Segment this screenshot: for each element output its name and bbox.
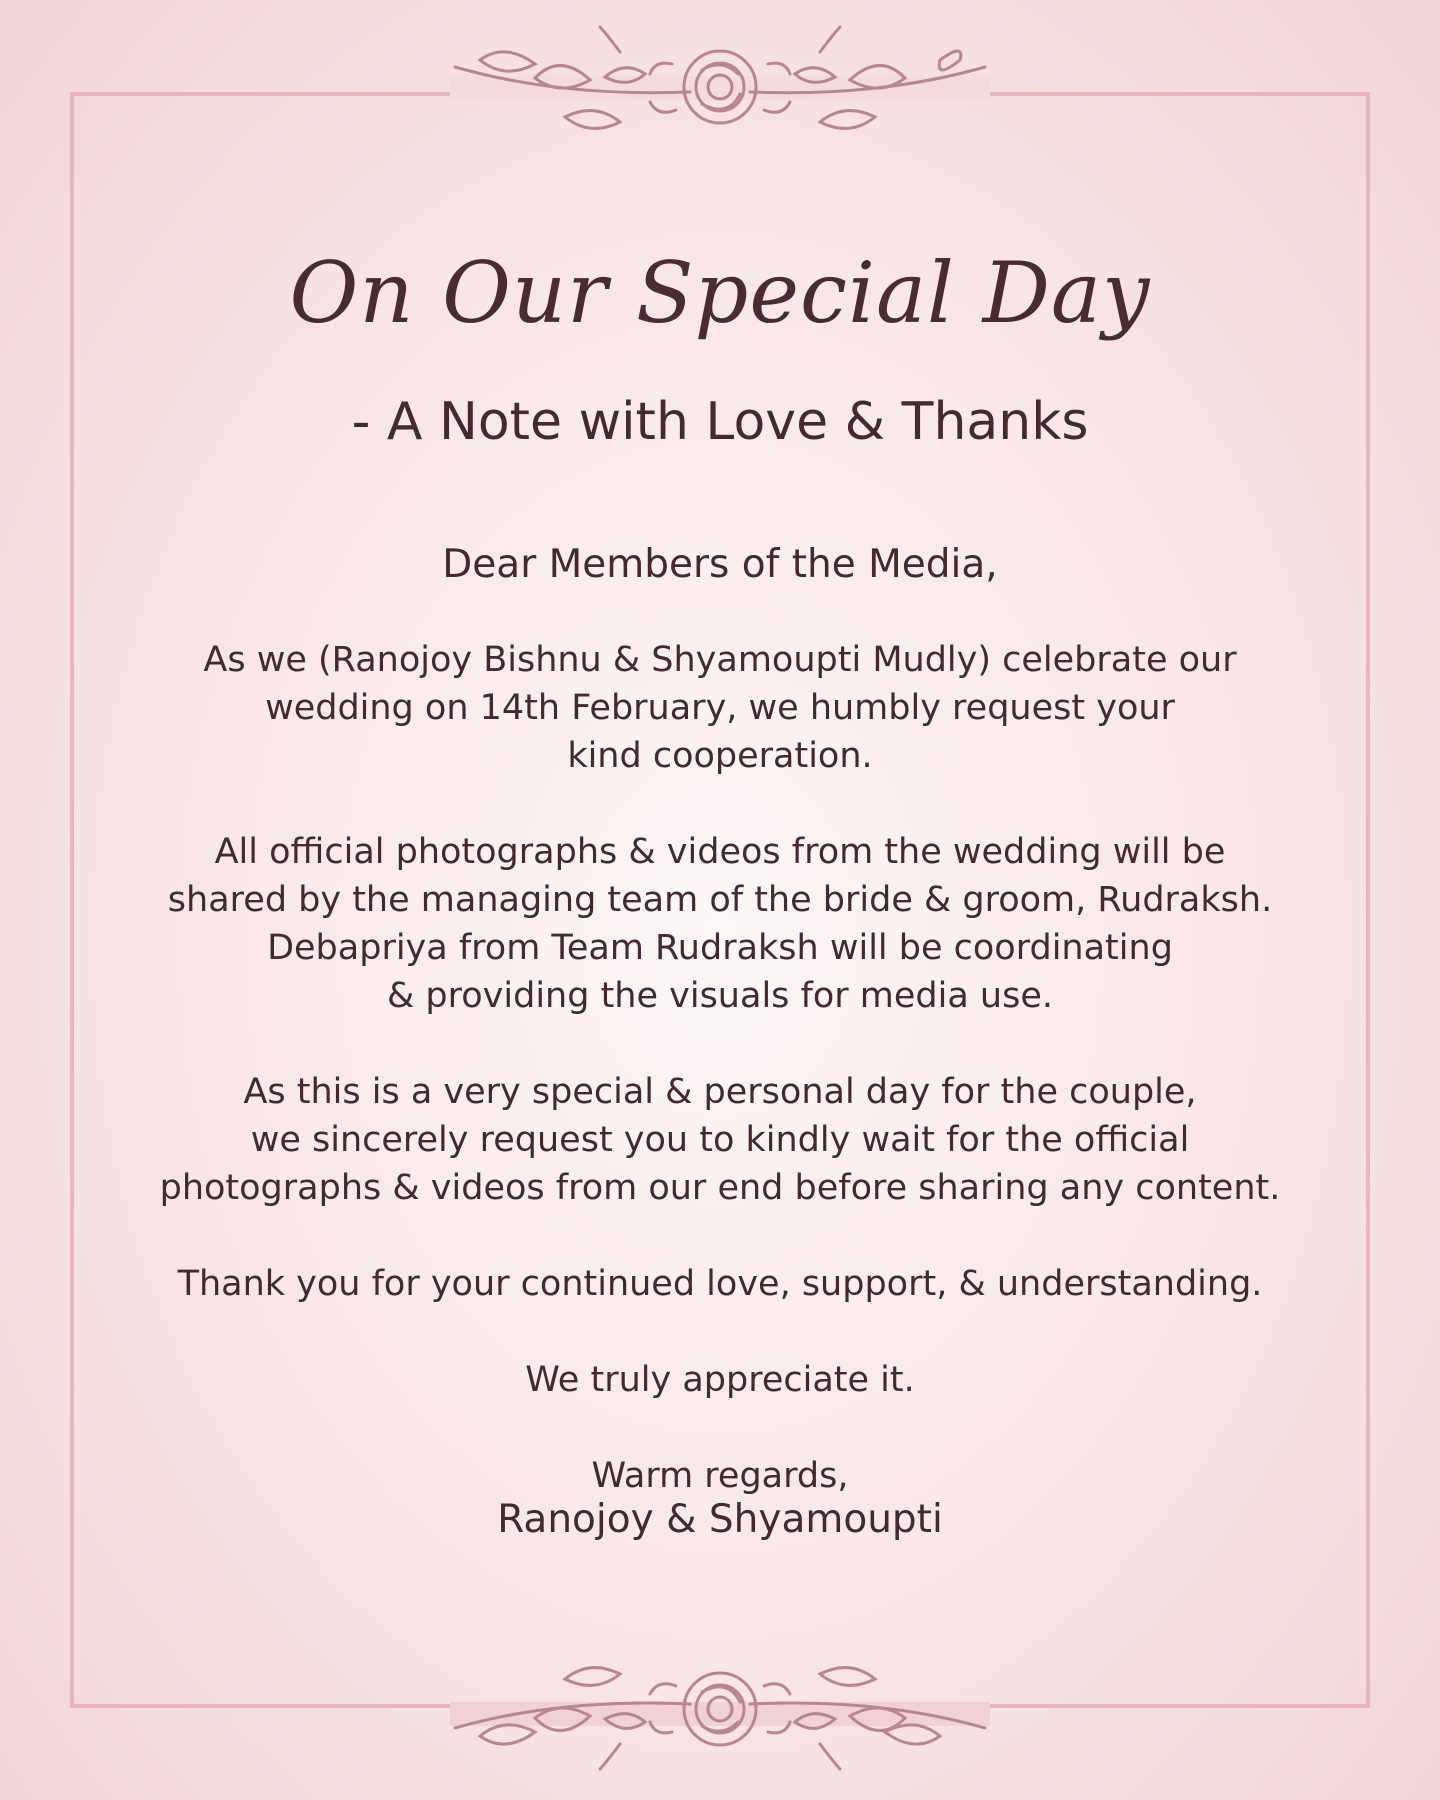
paragraph-line: As this is a very special & personal day for the couple,: [243, 1072, 1197, 1112]
paragraph-appreciation: We truly appreciate it.: [525, 1360, 915, 1400]
paragraph-privacy-request: [120, 1068, 1320, 1212]
paragraph-line: kind cooperation.: [567, 736, 873, 776]
paragraph-line: photographs & videos from our end before sharing any content.: [159, 1168, 1281, 1208]
paragraph-line: wedding on 14th February, we humbly request your: [265, 688, 1175, 728]
paragraph-media-info: [120, 828, 1320, 1020]
paragraph-thanks: Thank you for your continued love, support, & understanding.: [177, 1264, 1263, 1304]
paragraph-line: Debapriya from Team Rudraksh will be coordinating: [267, 928, 1173, 968]
paragraph-line: we sincerely request you to kindly wait for the official: [250, 1120, 1190, 1160]
rose-branch-icon: [440, 22, 1000, 152]
closing-line: Warm regards,: [591, 1456, 849, 1496]
paragraph-line: All official photographs & videos from the wedding will be: [214, 832, 1226, 872]
rose-branch-icon: [440, 1648, 1000, 1778]
bottom-floral-ornament: [440, 1648, 1000, 1778]
signature: Ranojoy & Shyamoupti: [497, 1497, 943, 1542]
page-title: On Our Special Day: [289, 244, 1151, 342]
letter-greeting: Dear Members of the Media,: [442, 542, 998, 587]
paragraph-line: As we (Ranojoy Bishnu & Shyamoupti Mudly) celebrate our: [203, 640, 1237, 680]
paragraph-request: [120, 636, 1320, 780]
paragraph-line: shared by the managing team of the bride & groom, Rudraksh.: [167, 880, 1273, 920]
top-floral-ornament: [440, 22, 1000, 152]
page-subtitle: - A Note with Love & Thanks: [351, 392, 1089, 452]
paragraph-line: & providing the visuals for media use.: [387, 976, 1053, 1016]
